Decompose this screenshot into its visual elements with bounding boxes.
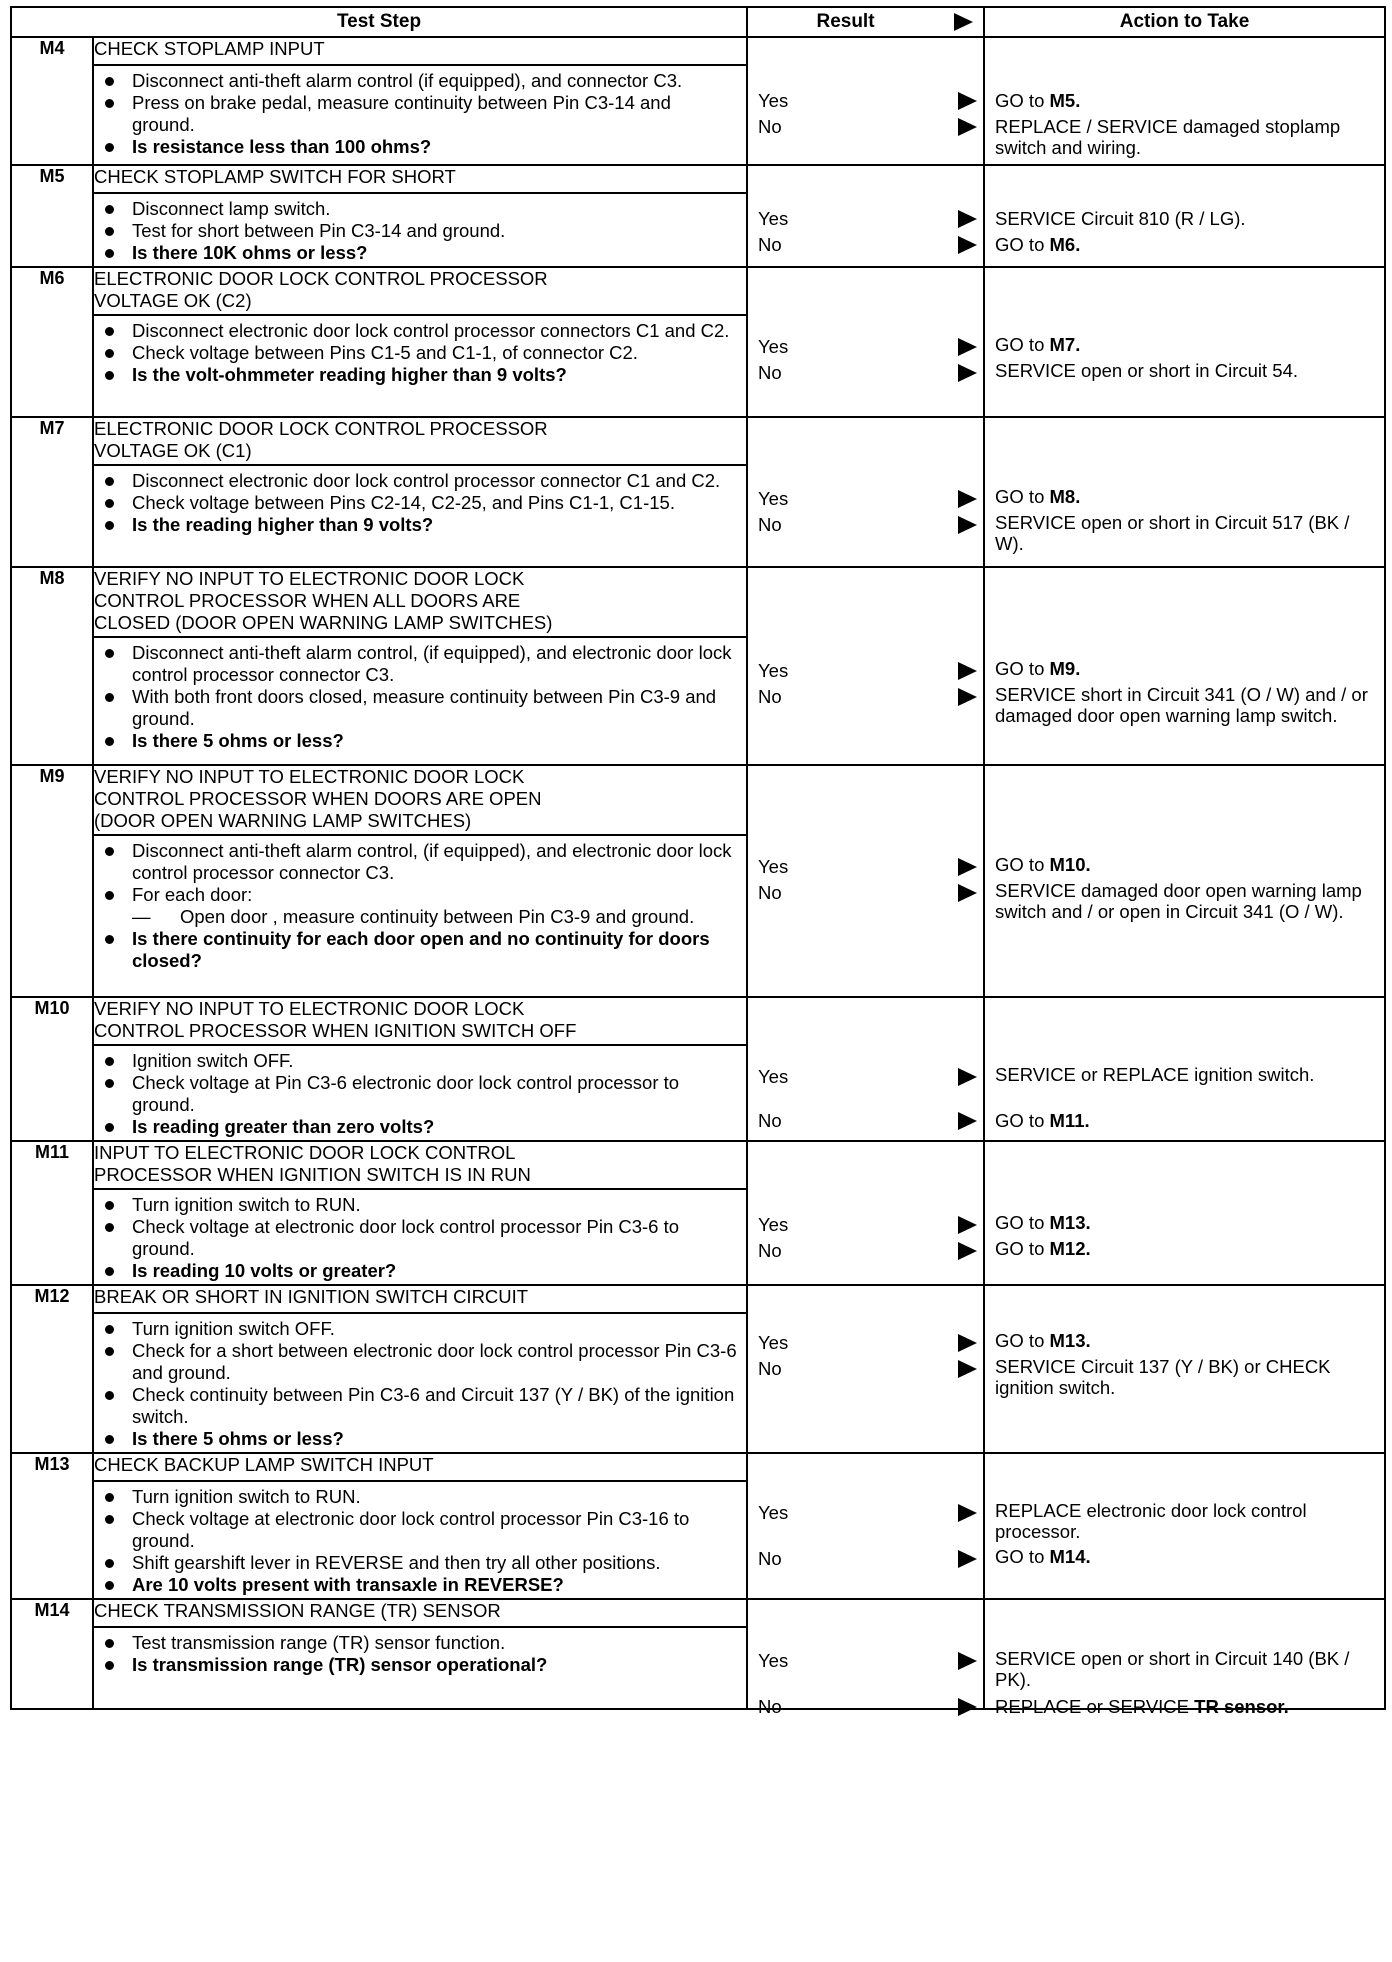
no-label: No [758, 362, 782, 383]
result-yes [758, 856, 788, 878]
check-list [94, 1314, 746, 1452]
action-yes [995, 334, 1378, 355]
action-cell [984, 1599, 1385, 1717]
arrow-right-icon [958, 516, 977, 534]
check-item: Disconnect anti-theft alarm control, (if equipped), and electronic door lock control processor connector C3. [132, 840, 738, 884]
step-title-row [11, 1453, 1385, 1481]
step-title [93, 1141, 747, 1189]
step-checks [93, 65, 747, 165]
action-yes [995, 658, 1378, 679]
no-label: No [758, 1358, 782, 1379]
action-text: REPLACE electronic door lock control processor. [995, 1500, 1307, 1542]
action-text: GO to [995, 658, 1050, 679]
action-no [995, 1696, 1378, 1717]
check-question: Is reading 10 volts or greater? [132, 1260, 738, 1282]
test-step-header: Test Step [11, 7, 747, 37]
result-yes [758, 1502, 788, 1524]
check-item: Disconnect electronic door lock control processor connectors C1 and C2. [132, 320, 738, 342]
check-list [94, 194, 746, 266]
check-item: Turn ignition switch to RUN. [132, 1486, 738, 1508]
result-no [758, 362, 782, 384]
step-title-line: CHECK STOPLAMP SWITCH FOR SHORT [94, 166, 456, 187]
step-id: M13 [11, 1453, 93, 1599]
check-list [94, 638, 746, 754]
check-item: Check voltage between Pins C1-5 and C1-1, of connector C2. [132, 342, 738, 364]
check-item: With both front doors closed, measure continuity between Pin C3-9 and ground. [132, 686, 738, 730]
check-list [94, 1482, 746, 1598]
arrow-right-icon [958, 338, 977, 356]
check-list [94, 66, 746, 160]
result-no [758, 1110, 782, 1132]
step-title [93, 1453, 747, 1481]
result-yes [758, 488, 788, 510]
check-question: Is there 10K ohms or less? [132, 242, 738, 264]
action-header: Action to Take [984, 7, 1385, 37]
result-cell [747, 1453, 984, 1599]
step-id: M11 [11, 1141, 93, 1285]
table-header-row [11, 7, 1385, 37]
action-ref: M10. [1049, 854, 1091, 875]
step-checks [93, 1627, 747, 1709]
arrow-right-icon [958, 1242, 977, 1260]
step-title-line: (DOOR OPEN WARNING LAMP SWITCHES) [94, 810, 472, 831]
arrow-right-icon [958, 1652, 977, 1670]
check-list [94, 1628, 746, 1678]
step-title [93, 1285, 747, 1313]
action-cell [984, 267, 1385, 417]
no-label: No [758, 1240, 782, 1261]
step-title-line: INPUT TO ELECTRONIC DOOR LOCK CONTROL [94, 1142, 516, 1163]
dash-marker: — [132, 906, 151, 927]
result-no [758, 1696, 782, 1718]
action-no [995, 1238, 1378, 1259]
step-title-row [11, 567, 1385, 637]
result-yes [758, 1650, 788, 1672]
arrow-right-icon [958, 118, 977, 136]
step-checks [93, 1189, 747, 1285]
action-ref: M13. [1049, 1212, 1091, 1233]
action-yes [995, 486, 1378, 507]
action-cell [984, 765, 1385, 997]
arrow-right-icon [958, 662, 977, 680]
result-no [758, 116, 782, 138]
action-text: SERVICE Circuit 137 (Y / BK) or CHECK ignition switch. [995, 1356, 1331, 1398]
steps-body [11, 37, 1385, 1717]
result-header [747, 7, 984, 37]
check-item: Check voltage at electronic door lock control processor Pin C3-16 to ground. [132, 1508, 738, 1552]
yes-label: Yes [758, 1214, 789, 1235]
step-title-line: CLOSED (DOOR OPEN WARNING LAMP SWITCHES) [94, 612, 553, 633]
step-id: M8 [11, 567, 93, 765]
diagnostic-table [10, 6, 1386, 1717]
step-title-line: VERIFY NO INPUT TO ELECTRONIC DOOR LOCK [94, 766, 525, 787]
result-cell [747, 567, 984, 765]
action-ref: M13. [1049, 1330, 1091, 1351]
step-title-line: ELECTRONIC DOOR LOCK CONTROL PROCESSOR [94, 418, 548, 439]
yes-label: Yes [758, 1502, 789, 1523]
check-list [94, 466, 746, 538]
action-yes [995, 1064, 1378, 1085]
step-id: M10 [11, 997, 93, 1141]
step-title-line: VERIFY NO INPUT TO ELECTRONIC DOOR LOCK [94, 998, 525, 1019]
step-title-line: VOLTAGE OK (C1) [94, 440, 252, 461]
action-cell [984, 37, 1385, 165]
arrow-right-icon [958, 884, 977, 902]
action-ref: M9. [1049, 658, 1081, 679]
yes-label: Yes [758, 660, 789, 681]
check-question: Is there 5 ohms or less? [132, 730, 738, 752]
action-text: SERVICE short in Circuit 341 (O / W) and / or damaged door open warning lamp switch. [995, 684, 1368, 726]
action-text: GO to [995, 1546, 1050, 1567]
arrow-right-icon [958, 858, 977, 876]
action-text: GO to [995, 486, 1050, 507]
yes-label: Yes [758, 1066, 789, 1087]
step-checks [93, 1481, 747, 1599]
result-cell [747, 417, 984, 567]
arrow-right-icon [958, 1112, 977, 1130]
step-title [93, 765, 747, 835]
step-title [93, 417, 747, 465]
check-item: Disconnect electronic door lock control processor connector C1 and C2. [132, 470, 738, 492]
step-title-line: CHECK BACKUP LAMP SWITCH INPUT [94, 1454, 434, 1475]
arrow-right-icon [958, 688, 977, 706]
arrow-right-icon [958, 1068, 977, 1086]
action-no [995, 360, 1378, 381]
action-text: REPLACE / SERVICE damaged stoplamp switch and wiring. [995, 116, 1341, 158]
result-no [758, 686, 782, 708]
action-text: SERVICE or REPLACE ignition switch. [995, 1064, 1315, 1085]
step-title-line: VERIFY NO INPUT TO ELECTRONIC DOOR LOCK [94, 568, 525, 589]
step-checks [93, 1045, 747, 1141]
check-list [94, 1046, 746, 1140]
step-title-row [11, 165, 1385, 193]
arrow-right-icon [958, 1504, 977, 1522]
action-yes [995, 1648, 1378, 1690]
check-question: Are 10 volts present with transaxle in REVERSE? [132, 1574, 738, 1596]
step-id: M6 [11, 267, 93, 417]
action-text: GO to [995, 1238, 1050, 1259]
step-id: M7 [11, 417, 93, 567]
no-label: No [758, 116, 782, 137]
action-ref: TR sensor. [1194, 1696, 1289, 1717]
check-item: Test transmission range (TR) sensor function. [132, 1632, 738, 1654]
action-no [995, 1356, 1378, 1398]
check-item: Check continuity between Pin C3-6 and Circuit 137 (Y / BK) of the ignition switch. [132, 1384, 738, 1428]
action-cell [984, 567, 1385, 765]
action-text: SERVICE open or short in Circuit 140 (BK / PK). [995, 1648, 1350, 1690]
result-cell [747, 997, 984, 1141]
check-question: Is reading greater than zero volts? [132, 1116, 738, 1138]
action-ref: M11. [1049, 1110, 1090, 1131]
action-text: SERVICE Circuit 810 (R / LG). [995, 208, 1246, 229]
yes-label: Yes [758, 856, 789, 877]
action-yes [995, 1330, 1378, 1351]
result-yes [758, 336, 788, 358]
arrow-right-icon [958, 1216, 977, 1234]
check-item: Press on brake pedal, measure continuity between Pin C3-14 and ground. [132, 92, 738, 136]
action-text: REPLACE or SERVICE [995, 1696, 1195, 1717]
result-cell [747, 1141, 984, 1285]
action-cell [984, 165, 1385, 267]
result-header-label: Result [816, 11, 875, 32]
action-text: SERVICE open or short in Circuit 517 (BK / W). [995, 512, 1350, 554]
check-item: Disconnect anti-theft alarm control, (if equipped), and electronic door lock control processor connector C3. [132, 642, 738, 686]
yes-label: Yes [758, 208, 789, 229]
check-question: Is resistance less than 100 ohms? [132, 136, 738, 158]
action-no [995, 880, 1378, 922]
result-cell [747, 1599, 984, 1717]
action-cell [984, 417, 1385, 567]
no-label: No [758, 234, 782, 255]
step-title-line: BREAK OR SHORT IN IGNITION SWITCH CIRCUIT [94, 1286, 529, 1307]
step-title [93, 567, 747, 637]
no-label: No [758, 1696, 782, 1717]
step-title-row [11, 765, 1385, 835]
step-title-line: CONTROL PROCESSOR WHEN ALL DOORS ARE [94, 590, 521, 611]
step-title [93, 1599, 747, 1627]
step-title-line: CONTROL PROCESSOR WHEN DOORS ARE OPEN [94, 788, 542, 809]
step-title-row [11, 37, 1385, 65]
step-title-row [11, 417, 1385, 465]
result-cell [747, 765, 984, 997]
action-cell [984, 1141, 1385, 1285]
check-item: For each door: [132, 884, 738, 906]
result-yes [758, 1332, 788, 1354]
check-list [94, 316, 746, 388]
action-ref: M6. [1049, 234, 1081, 255]
check-question: Is there 5 ohms or less? [132, 1428, 738, 1450]
action-text: GO to [995, 1212, 1050, 1233]
arrow-right-icon [958, 1698, 977, 1716]
yes-label: Yes [758, 488, 789, 509]
step-title [93, 997, 747, 1045]
no-label: No [758, 1548, 782, 1569]
arrow-right-icon [958, 1334, 977, 1352]
action-yes [995, 1500, 1378, 1542]
check-sub-text: Open door , measure continuity between Pin C3-9 and ground. [180, 906, 695, 927]
yes-label: Yes [758, 1332, 789, 1353]
result-no [758, 1548, 782, 1570]
step-title-line: CHECK TRANSMISSION RANGE (TR) SENSOR [94, 1600, 501, 1621]
arrow-right-icon [958, 236, 977, 254]
step-checks [93, 835, 747, 997]
check-item: Turn ignition switch OFF. [132, 1318, 738, 1340]
action-text: GO to [995, 1330, 1050, 1351]
check-item: Check voltage at electronic door lock control processor Pin C3-6 to ground. [132, 1216, 738, 1260]
step-checks [93, 637, 747, 765]
check-list [94, 1190, 746, 1284]
step-title-line: VOLTAGE OK (C2) [94, 290, 252, 311]
check-item: Test for short between Pin C3-14 and ground. [132, 220, 738, 242]
step-checks [93, 465, 747, 567]
action-yes [995, 90, 1378, 111]
action-text: GO to [995, 234, 1050, 255]
no-label: No [758, 514, 782, 535]
result-cell [747, 37, 984, 165]
result-cell [747, 165, 984, 267]
action-text: SERVICE damaged door open warning lamp switch and / or open in Circuit 341 (O / W). [995, 880, 1362, 922]
action-cell [984, 997, 1385, 1141]
step-id: M9 [11, 765, 93, 997]
result-yes [758, 1214, 788, 1236]
check-item: Turn ignition switch to RUN. [132, 1194, 738, 1216]
check-question: Is the reading higher than 9 volts? [132, 514, 738, 536]
action-no [995, 1546, 1378, 1567]
action-no [995, 116, 1378, 158]
result-yes [758, 660, 788, 682]
step-id: M12 [11, 1285, 93, 1453]
step-title-row [11, 1141, 1385, 1189]
step-id: M5 [11, 165, 93, 267]
check-question: Is the volt-ohmmeter reading higher than 9 volts? [132, 364, 738, 386]
no-label: No [758, 1110, 782, 1131]
action-ref: M14. [1049, 1546, 1091, 1567]
step-title-line: CHECK STOPLAMP INPUT [94, 38, 325, 59]
step-title-row [11, 267, 1385, 315]
step-title-line: PROCESSOR WHEN IGNITION SWITCH IS IN RUN [94, 1164, 531, 1185]
action-text: GO to [995, 334, 1050, 355]
result-yes [758, 208, 788, 230]
arrow-right-icon [958, 1550, 977, 1568]
action-ref: M8. [1049, 486, 1081, 507]
arrow-right-icon [954, 13, 973, 31]
yes-label: Yes [758, 90, 789, 111]
check-item: Check for a short between electronic door lock control processor Pin C3-6 and ground. [132, 1340, 737, 1383]
result-no [758, 882, 782, 904]
check-item: Disconnect anti-theft alarm control (if equipped), and connector C3. [132, 70, 738, 92]
action-text: SERVICE open or short in Circuit 54. [995, 360, 1299, 381]
action-ref: M12. [1049, 1238, 1091, 1259]
action-ref: M5. [1049, 90, 1081, 111]
step-title [93, 267, 747, 315]
action-yes [995, 1212, 1378, 1233]
step-id: M14 [11, 1599, 93, 1709]
action-no [995, 234, 1378, 255]
check-item: Check voltage between Pins C2-14, C2-25, and Pins C1-1, C1-15. [132, 492, 738, 514]
check-question: Is there continuity for each door open and no continuity for doors closed? [132, 928, 738, 972]
check-sub-item [132, 906, 738, 928]
yes-label: Yes [758, 1650, 789, 1671]
no-label: No [758, 882, 782, 903]
no-label: No [758, 686, 782, 707]
check-item: Disconnect lamp switch. [132, 198, 738, 220]
action-cell [984, 1285, 1385, 1453]
step-title-row [11, 997, 1385, 1045]
step-title-line: ELECTRONIC DOOR LOCK CONTROL PROCESSOR [94, 268, 548, 289]
check-item: Check voltage at Pin C3-6 electronic door lock control processor to ground. [132, 1072, 738, 1116]
check-item: Shift gearshift lever in REVERSE and then try all other positions. [132, 1552, 738, 1574]
action-yes [995, 854, 1378, 875]
step-checks [93, 315, 747, 417]
result-no [758, 514, 782, 536]
step-title-row [11, 1599, 1385, 1627]
step-checks [93, 1313, 747, 1453]
result-no [758, 1358, 782, 1380]
result-no [758, 234, 782, 256]
step-title [93, 37, 747, 65]
yes-label: Yes [758, 336, 789, 357]
action-text: GO to [995, 854, 1050, 875]
step-checks [93, 193, 747, 267]
step-id: M4 [11, 37, 93, 165]
check-question: Is transmission range (TR) sensor operational? [132, 1654, 738, 1676]
step-title-line: CONTROL PROCESSOR WHEN IGNITION SWITCH OFF [94, 1020, 577, 1041]
action-no [995, 684, 1378, 726]
action-text: GO to [995, 90, 1050, 111]
check-list [94, 836, 746, 974]
check-item: Ignition switch OFF. [132, 1050, 738, 1072]
step-title [93, 165, 747, 193]
arrow-right-icon [958, 1360, 977, 1378]
arrow-right-icon [958, 490, 977, 508]
result-yes [758, 90, 788, 112]
arrow-right-icon [958, 364, 977, 382]
step-title-row [11, 1285, 1385, 1313]
result-yes [758, 1066, 788, 1088]
action-text: GO to [995, 1110, 1050, 1131]
result-cell [747, 267, 984, 417]
action-no [995, 1110, 1378, 1131]
arrow-right-icon [958, 92, 977, 110]
result-no [758, 1240, 782, 1262]
action-cell [984, 1453, 1385, 1599]
arrow-right-icon [958, 210, 977, 228]
result-cell [747, 1285, 984, 1453]
action-yes [995, 208, 1378, 229]
action-ref: M7. [1049, 334, 1081, 355]
action-no [995, 512, 1378, 554]
